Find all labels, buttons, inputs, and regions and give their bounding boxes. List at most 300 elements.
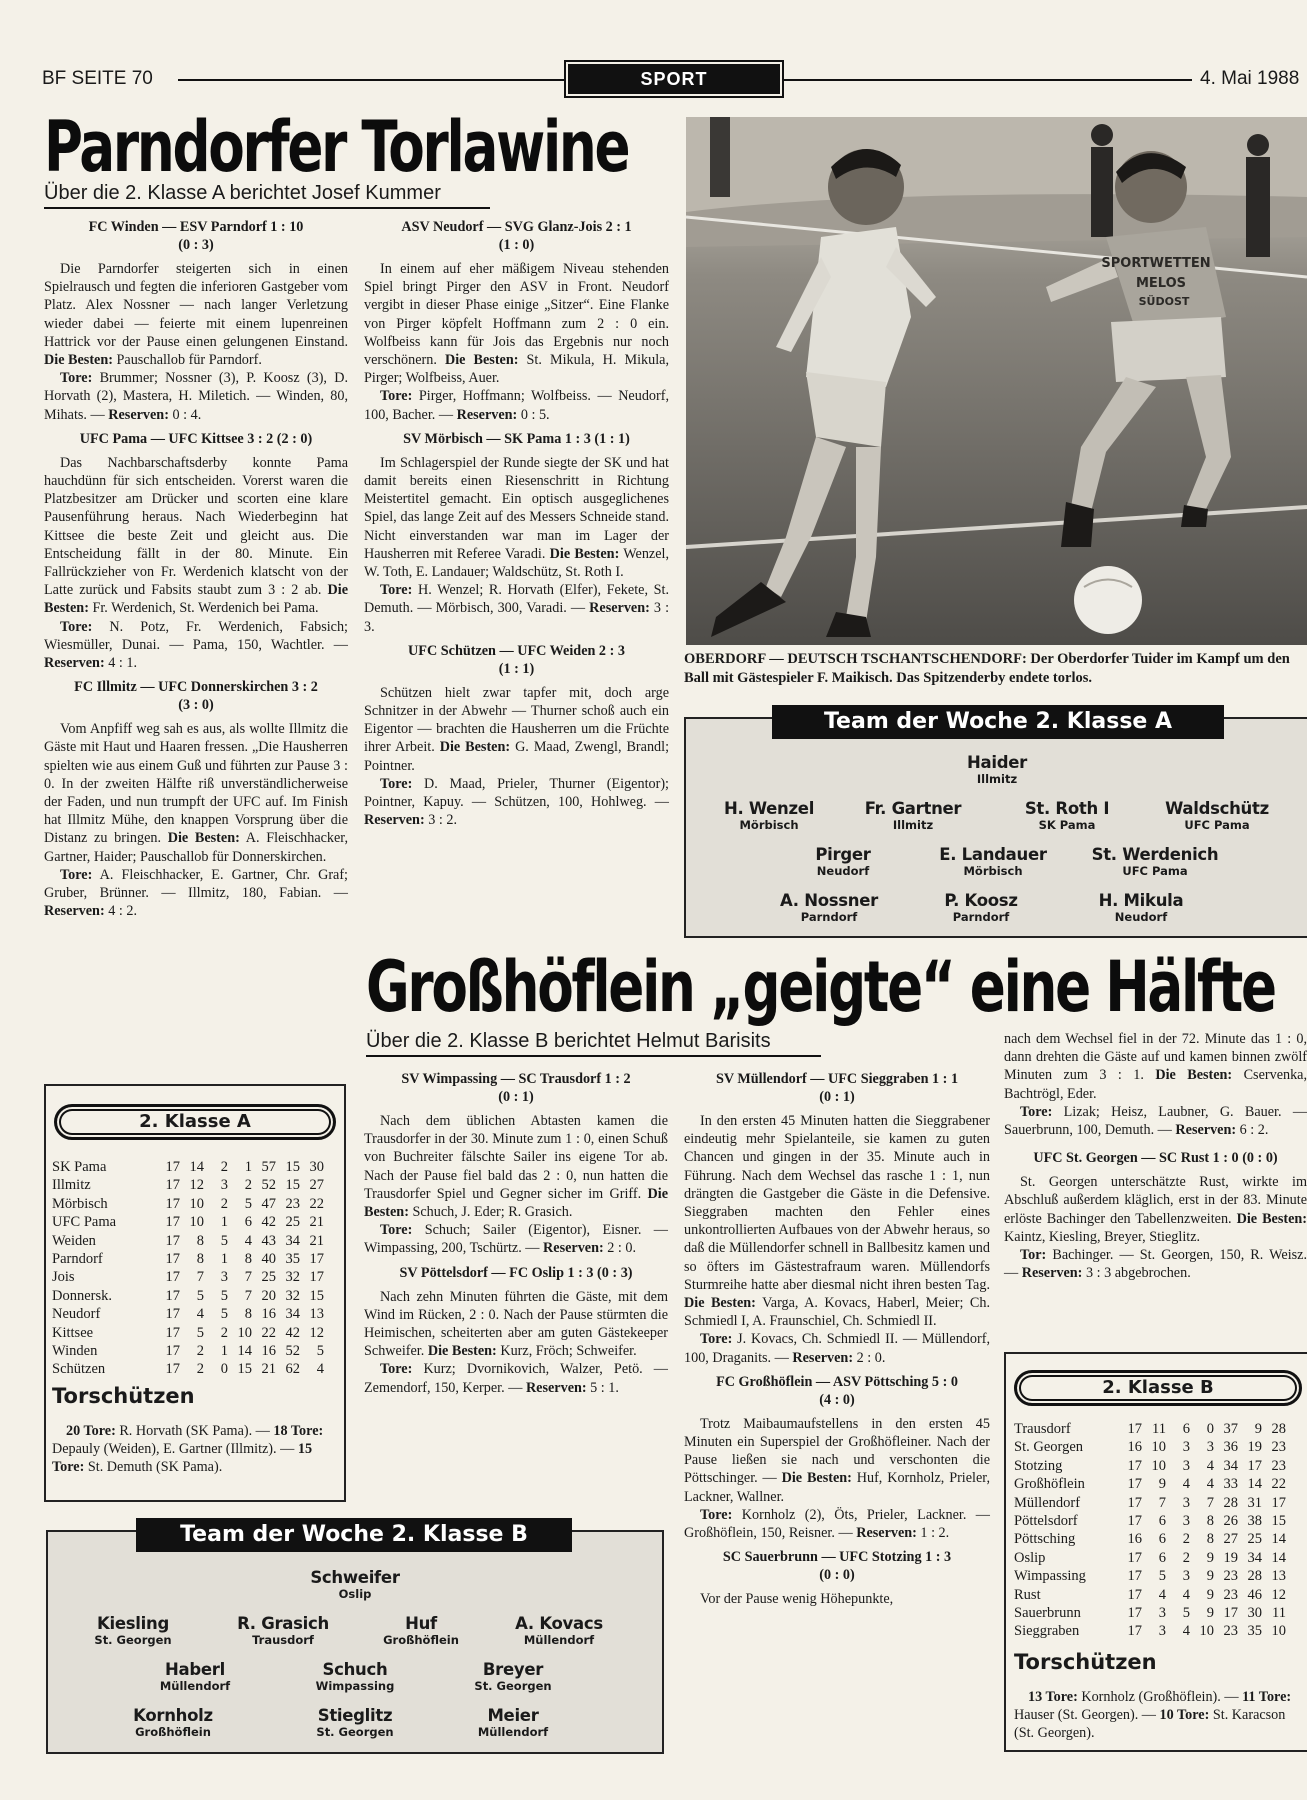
match-report: Nach zehn Minuten führten die Gäste, mit dem Wind im Rücken, 2 : 0. Nach der Pause stürmten die Heimischen, scheiterten aber am guten Gästekeeper Schweifer. Die Besten: Kurz, Fröch; Schweifer. (364, 1288, 668, 1360)
table-row (1014, 1420, 1286, 1438)
table-cell: 1 (220, 1343, 228, 1360)
match-report: Vor der Pause wenig Höhepunkte, (700, 1591, 894, 1608)
player: Haider Illmitz (967, 753, 1027, 786)
scorers-title: Torschützen (52, 1384, 195, 1408)
table-cell: 17 (1127, 1586, 1142, 1603)
table-cell: 15 (285, 1177, 300, 1194)
player: Kiesling St. Georgen (94, 1614, 172, 1647)
table-cell: 5 (244, 1195, 252, 1212)
article-column (364, 218, 669, 829)
table-cell: 14 (1271, 1549, 1286, 1566)
table-cell: 33 (1223, 1476, 1238, 1493)
team-name: Oslip (1014, 1549, 1046, 1566)
table-cell: 19 (1223, 1549, 1238, 1566)
player: Huf Großhöflein (383, 1614, 459, 1647)
table-cell: 3 (1206, 1439, 1214, 1456)
player: St. Werdenich UFC Pama (1091, 845, 1219, 878)
table-cell: 17 (165, 1195, 180, 1212)
table-cell: 42 (285, 1324, 300, 1341)
table-cell: 37 (1223, 1421, 1238, 1437)
table-cell: 12 (1271, 1586, 1286, 1603)
table-cell: 4 (1182, 1623, 1190, 1640)
table-cell: 17 (309, 1269, 324, 1286)
table-cell: 2 (220, 1324, 228, 1341)
table-cell: 30 (309, 1159, 324, 1175)
player: Meier Müllendorf (477, 1706, 549, 1739)
table-cell: 21 (309, 1214, 324, 1231)
byline: Über die 2. Klasse B berichtet Helmut Barisits (366, 1030, 821, 1057)
table-cell: 62 (285, 1361, 300, 1378)
match-report: nach dem Wechsel fiel in der 72. Minute das 1 : 0, dann drehten die Gäste auf und kamen binnen zwölf Minuten zum 3 : 1. Die Besten: Cservenka, Bachtrögl, Eder. (1004, 1031, 1307, 1102)
table-cell: 14 (1271, 1531, 1286, 1548)
header-rule (178, 79, 566, 81)
player: E. Landauer Mörbisch (939, 845, 1047, 878)
table-cell: 17 (165, 1177, 180, 1194)
match-heading: UFC Schützen — UFC Weiden 2 : 3 (1 : 1) (408, 642, 625, 677)
table-cell: 20 (261, 1287, 276, 1304)
match-report: St. Georgen unterschätzte Rust, wirkte im Abschluß außerdem kläglich, erst in der 83. Minute erlöste Bachinger den Tabellenzweiten. Die Besten: Kaintz, Kiesling, Breyer, Stieglitz. (1004, 1174, 1307, 1245)
table-cell: 8 (244, 1251, 252, 1268)
table-cell: 4 (196, 1306, 204, 1323)
table-cell: 7 (1158, 1494, 1166, 1511)
table-row (1014, 1567, 1286, 1585)
table-row (1014, 1622, 1286, 1640)
team-name: Trausdorf (1014, 1421, 1071, 1437)
table-row (52, 1195, 324, 1213)
team-name: Parndorf (52, 1251, 103, 1268)
team-of-week-title: Team der Woche 2. Klasse B (136, 1518, 572, 1552)
table-cell: 17 (1247, 1457, 1262, 1474)
table-cell: 17 (165, 1287, 180, 1304)
match-heading: SV Wimpassing — SC Trausdorf 1 : 2 (0 : 1) (401, 1071, 631, 1105)
team-name: Weiden (52, 1232, 96, 1249)
team-name: Winden (52, 1343, 98, 1360)
table-cell: 9 (1158, 1476, 1166, 1493)
table-cell: 9 (1206, 1549, 1214, 1566)
player: Breyer St. Georgen (474, 1660, 552, 1693)
match-report: Im Schlagerspiel der Runde siegte der SK und hat damit bereits einen Riesenschritt in Richtung Meistertitel gemacht. Ein optisch ausgeglichenes Spiel, das lange Zeit auf des Messers Schneide stand. Nicht einverstanden war man im Lager der Hausherren mit Referee Varadi. Die Besten: Wenzel, W. Toth, E. Landauer; Waldschütz, St. Roth I. (364, 454, 670, 581)
table-cell: 17 (165, 1361, 180, 1378)
match-report: Die Parndorfer steigerten sich in einen Spielrausch und fegten die inferioren Gastgeber vom Platz. Alex Nossner — nach langer Verletzung wieder dabei — feierte mit einem lupenreinen Hattrick vor der Pause einen gelungenen Einstand. Die Besten: Pauschallob für Parndorf. (44, 261, 348, 369)
table-cell: 28 (1247, 1568, 1262, 1585)
table-row (1014, 1549, 1286, 1567)
scorers-list: 20 Tore: R. Horvath (SK Pama). — 18 Tore: Depauly (Weiden), E. Gartner (Illmitz). — 15 Tore: St. Demuth (SK Pama). (52, 1423, 324, 1475)
table-cell: 0 (1206, 1421, 1214, 1437)
team-name: Großhöflein (1014, 1476, 1085, 1493)
team-name: Sieggraben (1014, 1623, 1080, 1640)
match-report: Das Nachbarschaftsderby konnte Pama hauchdünn für sich entscheiden. Vorerst waren die Platzbesitzer am Drücker und scorten eine klare Pausenführung heraus. Nach Wiederbeginn hat Kittsee die beste Zeit und gleicht aus. Die Entscheidung fällt in der 80. Minute. Ein Fallrückzieher von Fr. Werdenich klatscht von der Latte zurück und Fabsits staubt zum 3 : 2 ab. Die Besten: Fr. Werdenich, St. Werdenich bei Pama. (44, 454, 348, 617)
table-cell: 4 (1182, 1586, 1190, 1603)
table-cell: 10 (1271, 1623, 1286, 1640)
table-cell: 23 (1223, 1568, 1238, 1585)
player: Schweifer Oslip (310, 1568, 400, 1601)
table-cell: 2 (196, 1343, 204, 1360)
table-cell: 0 (220, 1361, 228, 1378)
table-cell: 12 (309, 1324, 324, 1341)
table-cell: 1 (244, 1159, 252, 1175)
team-name: St. Georgen (1014, 1439, 1084, 1456)
team-name: Schützen (52, 1361, 106, 1378)
table-cell: 23 (1223, 1586, 1238, 1603)
player: Stieglitz St. Georgen (316, 1706, 394, 1739)
team-of-week-b (46, 1522, 664, 1754)
table-cell: 34 (285, 1306, 300, 1323)
team-name: Illmitz (52, 1177, 91, 1194)
team-name: Jois (52, 1269, 75, 1286)
table-cell: 13 (1271, 1568, 1286, 1585)
player: Schuch Wimpassing (315, 1660, 395, 1693)
table-cell: 16 (261, 1306, 276, 1323)
scorers-title: Torschützen (1014, 1650, 1157, 1674)
header-rule (782, 79, 1192, 81)
table-cell: 47 (261, 1195, 276, 1212)
scorers-list: 13 Tore: Kornholz (Großhöflein). — 11 Tore: Hauser (St. Georgen). — 10 Tore: St. Karacson (St. Georgen). (1014, 1689, 1292, 1741)
match-stats: Tore: N. Potz, Fr. Werdenich, Fabsich; Wiesmüller, Dunai. — Pama, 150, Wachtler. — Reserven: 4 : 1. (44, 618, 349, 672)
table-cell: 16 (261, 1343, 276, 1360)
match-report: In einem auf eher mäßigem Niveau stehenden Spiel bringt Pirger den ASV in Front. Neudorf vergibt in dieser Phase einige „Sitzer“. Eine Flanke von Pirger köpfelt Hoffmann zum 2 : 0 ein. Wolfbeiss kann für Jois das Ergebnis nur noch verschönern. Die Besten: St. Mikula, H. Mikula, Pirger; Wolfbeiss, Auer. (364, 261, 669, 387)
player: A. Nossner Parndorf (780, 891, 878, 924)
byline: Über die 2. Klasse A berichtet Josef Kummer (44, 182, 490, 209)
table-cell: 8 (1206, 1513, 1214, 1530)
match-stats: Tore: Schuch; Sailer (Eigentor), Eisner. — Wimpassing, 200, Tschürtz. — Reserven: 2 : 0. (364, 1222, 668, 1257)
table-cell: 28 (1223, 1494, 1238, 1511)
table-cell: 2 (220, 1159, 228, 1175)
table-cell: 42 (261, 1214, 276, 1231)
standings-title: 2. Klasse B (1014, 1370, 1302, 1406)
table-cell: 3 (220, 1269, 228, 1286)
table-cell: 3 (1158, 1605, 1166, 1622)
table-cell: 35 (1247, 1623, 1262, 1640)
table-cell: 17 (1223, 1605, 1238, 1622)
match-heading: UFC Pama — UFC Kittsee 3 : 2 (2 : 0) (79, 430, 313, 447)
table-cell: 23 (285, 1195, 300, 1212)
table-cell: 3 (1182, 1568, 1190, 1585)
table-row (52, 1287, 324, 1305)
table-cell: 17 (165, 1159, 180, 1175)
table-cell: 34 (1247, 1549, 1262, 1566)
team-name: Rust (1014, 1586, 1041, 1603)
table-cell: 17 (1127, 1623, 1142, 1640)
table-cell: 17 (165, 1214, 180, 1231)
table-row (52, 1268, 324, 1286)
team-name: Wimpassing (1014, 1568, 1086, 1585)
table-row (52, 1360, 324, 1378)
table-cell: 2 (196, 1361, 204, 1378)
table-row (52, 1232, 324, 1250)
table-cell: 21 (309, 1232, 324, 1249)
player: A. Kovacs Müllendorf (515, 1614, 603, 1647)
table-cell: 4 (1206, 1476, 1214, 1493)
table-cell: 11 (1272, 1605, 1286, 1622)
table-cell: 5 (1158, 1568, 1166, 1585)
table-cell: 9 (1254, 1421, 1262, 1437)
table-cell: 25 (1247, 1531, 1262, 1548)
match-heading: FC Winden — ESV Parndorf 1 : 10 (0 : 3) (88, 219, 304, 253)
table-row (52, 1250, 324, 1268)
table-cell: 36 (1223, 1439, 1238, 1456)
match-stats: Tore: Brummer; Nossner (3), P. Koosz (3), D. Horvath (2), Mastera, H. Miletich. — Winden, 80, Mihats. — Reserven: 0 : 4. (44, 370, 349, 423)
page-number: BF SEITE 70 (42, 68, 153, 89)
table-cell: 7 (196, 1269, 204, 1286)
shirt-sponsor-line: SPORTWETTEN (1101, 256, 1211, 271)
table-cell: 4 (244, 1232, 252, 1249)
match-photo (686, 117, 1307, 645)
table-row (1014, 1586, 1286, 1604)
match-stats: Tor: Bachinger. — St. Georgen, 150, R. Weisz. — Reserven: 3 : 3 abgebrochen. (1004, 1247, 1307, 1282)
match-heading: UFC St. Georgen — SC Rust 1 : 0 (0 : 0) (1033, 1150, 1278, 1167)
article-column (1004, 1030, 1307, 1282)
table-cell: 17 (1127, 1494, 1142, 1511)
team-name: Kittsee (52, 1324, 94, 1341)
team-name: Pöttsching (1014, 1531, 1076, 1548)
table-cell: 32 (285, 1287, 300, 1304)
match-report: Schützen hielt zwar tapfer mit, doch arge Schnitzer in der Abwehr — Thurner schoß auch ein Eigentor — brachten die Hausherren um die Früchte ihrer Arbeit. Die Besten: G. Maad, Zwengl, Brandl; Pointner. (364, 684, 670, 774)
table-cell: 2 (220, 1195, 228, 1212)
table-cell: 21 (261, 1361, 276, 1378)
table-cell: 17 (165, 1343, 180, 1360)
table-cell: 30 (1247, 1605, 1262, 1622)
table-cell: 14 (189, 1159, 204, 1175)
team-name: SK Pama (52, 1159, 107, 1175)
match-report: In den ersten 45 Minuten hatten die Sieggrabener eindeutig mehr Spielanteile, sie kamen zu guten Chancen und gingen in der 35. Minute auch in Führung. Nach dem Wechsel das rasche 1 : 1, nun drängten die Gastgeber die Gäste in die Defensive. Sieggraben machten den Fehler eines unkontrollierten Aufbaues von der Abwehr heraus, so daß die Müllendorfer schnell in Ballbesitz kamen und so öfters im Gästestrafraum waren. Müllendorfs Sturmreihe hatte aber diesmal nicht ihren besten Tag. Die Besten: Varga, A. Kovacs, Haberl, Meier; Ch. Schmiedl I, A. Fraunschiel, Ch. Schmiedl II. (684, 1113, 990, 1330)
table-cell: 8 (1206, 1531, 1214, 1548)
match-heading: FC Großhöflein — ASV Pöttsching 5 : 0 (4 : 0) (716, 1373, 958, 1408)
table-cell: 23 (1271, 1457, 1286, 1474)
match-stats: Tore: H. Wenzel; R. Horvath (Elfer), Fekete, St. Demuth. — Mörbisch, 300, Varadi. — Reserven: 3 : 3. (364, 582, 670, 635)
table-cell: 5 (316, 1343, 324, 1360)
table-cell: 2 (1182, 1549, 1190, 1566)
team-name: Müllendorf (1014, 1494, 1081, 1511)
team-name: Mörbisch (52, 1195, 108, 1212)
table-cell: 5 (196, 1324, 204, 1341)
table-cell: 4 (1182, 1476, 1190, 1493)
table-cell: 8 (244, 1306, 252, 1323)
table-cell: 6 (1158, 1549, 1166, 1566)
match-heading: SV Müllendorf — UFC Sieggraben 1 : 1 (0 : 1) (715, 1071, 959, 1105)
standings-table (1014, 1420, 1286, 1641)
match-report: Nach dem üblichen Abtasten kamen die Trausdorfer in der 30. Minute zum 1 : 0, einen Schuß von Buchreiter fälschte Sailer ins eigene Tor ab. Nach der Pause fiel bald das 2 : 0, nun hatten die Trausdorfer Spiel und Gegner sicher im Griff. Die Besten: Schuch, J. Eder; R. Grasich. (364, 1113, 669, 1221)
match-heading: ASV Neudorf — SVG Glanz-Jois 2 : 1 (1 : 0) (401, 219, 632, 253)
photo-caption: OBERDORF — DEUTSCH TSCHANTSCHENDORF: Der Oberdorfer Tuider im Kampf um den Ball mit Gästespieler F. Maikisch. Das Spitzenderby endete torlos. (684, 651, 1290, 686)
football (1074, 566, 1142, 634)
table-row (1014, 1530, 1286, 1548)
table-cell: 27 (1223, 1531, 1238, 1548)
table-cell: 52 (285, 1343, 300, 1360)
table-cell: 17 (165, 1269, 180, 1286)
table-cell: 4 (1158, 1586, 1166, 1603)
match-heading: FC Illmitz — UFC Donnerskirchen 3 : 2 (3 : 0) (74, 679, 318, 714)
standings-box-a (44, 1084, 346, 1502)
team-name: Stotzing (1014, 1457, 1063, 1474)
table-cell: 10 (237, 1324, 252, 1341)
table-cell: 46 (1247, 1586, 1262, 1603)
player: R. Grasich Trausdorf (237, 1614, 329, 1647)
player: Haberl Müllendorf (159, 1660, 231, 1693)
table-cell: 10 (1199, 1623, 1214, 1640)
player: Pirger Neudorf (815, 845, 871, 878)
match-stats: Tore: D. Maad, Prieler, Thurner (Eigentor); Pointner, Kapuy. — Schützen, 100, Hohlweg. — Reserven: 3 : 2. (364, 775, 670, 829)
standings-table (52, 1158, 324, 1379)
team-of-week-a (684, 709, 1307, 938)
table-row (1014, 1475, 1286, 1493)
team-name: Neudorf (52, 1306, 101, 1323)
table-cell: 16 (1127, 1531, 1142, 1548)
table-cell: 14 (237, 1343, 252, 1360)
table-cell: 52 (261, 1177, 276, 1194)
table-cell: 1 (220, 1214, 228, 1231)
table-cell: 17 (1127, 1568, 1142, 1585)
headline: Großhöflein „geigte“ eine Hälfte (366, 946, 1275, 1028)
table-cell: 12 (189, 1177, 204, 1194)
table-row (52, 1158, 324, 1176)
player: Waldschütz UFC Pama (1165, 799, 1269, 832)
table-cell: 23 (1271, 1439, 1286, 1456)
table-cell: 5 (220, 1306, 228, 1323)
table-cell: 17 (1127, 1421, 1142, 1437)
team-of-week-title: Team der Woche 2. Klasse A (772, 705, 1224, 739)
table-cell: 10 (189, 1195, 204, 1212)
table-cell: 15 (1271, 1513, 1286, 1530)
table-cell: 17 (165, 1324, 180, 1341)
table-cell: 27 (309, 1177, 324, 1194)
table-cell: 2 (1182, 1531, 1190, 1548)
table-cell: 10 (1151, 1439, 1166, 1456)
table-row (1014, 1457, 1286, 1475)
table-row (1014, 1604, 1286, 1622)
table-cell: 8 (196, 1232, 204, 1249)
shirt-sponsor-line: SÜDOST (1138, 295, 1190, 308)
table-cell: 5 (1182, 1605, 1190, 1622)
player: H. Wenzel Mörbisch (723, 799, 815, 832)
table-cell: 25 (285, 1214, 300, 1231)
table-cell: 5 (196, 1287, 204, 1304)
table-cell: 17 (165, 1232, 180, 1249)
table-cell: 40 (261, 1251, 276, 1268)
table-row (1014, 1512, 1286, 1530)
table-cell: 5 (220, 1287, 228, 1304)
match-stats: Tore: Kornholz (2), Öts, Prieler, Lackner. — Großhöflein, 150, Reisner. — Reserven: 1 : 2. (684, 1506, 990, 1542)
table-cell: 1 (220, 1251, 228, 1268)
table-cell: 6 (1158, 1513, 1166, 1530)
match-report: Vom Anpfiff weg sah es aus, als wollte Illmitz die Gäste mit Haut und Haaren fressen. „Die Hausherren spielten wie aus einem Guß und führten zur Pause 3 : 0. In der zweiten Hälfte riß unverständlicherweise der Faden, und nun trumpft der UFC auf. Im Finish hat Illmitz Mühe, den knappen Vorsprung über die Distanz zu bringen. Die Besten: A. Fleischhacker, Gartner, Haider; Pauschallob für Donnerskirchen. (44, 721, 349, 865)
table-cell: 34 (1223, 1457, 1238, 1474)
team-name: Pöttelsdorf (1014, 1513, 1078, 1530)
table-cell: 17 (1127, 1476, 1142, 1493)
table-cell: 9 (1206, 1568, 1214, 1585)
table-cell: 28 (1271, 1421, 1286, 1437)
table-cell: 3 (220, 1177, 228, 1194)
match-stats: Tore: Lizak; Heisz, Laubner, G. Bauer. — Sauerbrunn, 100, Demuth. — Reserven: 6 : 2. (1004, 1103, 1307, 1139)
table-cell: 9 (1206, 1586, 1214, 1603)
table-cell: 17 (309, 1251, 324, 1268)
table-row (52, 1176, 324, 1194)
table-cell: 22 (261, 1324, 276, 1341)
table-cell: 16 (1127, 1439, 1142, 1456)
table-cell: 35 (285, 1251, 300, 1268)
match-report: Trotz Maibaumaufstellens in den ersten 45 Minuten ein Superspiel der Großhöfleiner. Nach der Pause ließen sie nach und verschonten die Pöttschinger. — Die Besten: Huf, Kornholz, Prieler, Lackner, Wallner. (684, 1415, 990, 1505)
table-cell: 25 (261, 1269, 276, 1286)
table-cell: 23 (1223, 1623, 1238, 1640)
table-cell: 3 (1182, 1457, 1190, 1474)
table-cell: 31 (1247, 1494, 1262, 1511)
team-name: Sauerbrunn (1014, 1605, 1081, 1622)
shirt-sponsor-line: MELOS (1135, 276, 1187, 291)
table-cell: 17 (1127, 1605, 1142, 1622)
article-column (684, 1070, 990, 1608)
standings-box-b (1004, 1352, 1307, 1752)
table-cell: 15 (285, 1159, 300, 1175)
table-cell: 7 (244, 1287, 252, 1304)
table-cell: 3 (1158, 1623, 1166, 1640)
match-stats: Tore: J. Kovacs, Ch. Schmiedl II. — Müllendorf, 100, Draganits. — Reserven: 2 : 0. (684, 1331, 990, 1366)
table-cell: 17 (165, 1251, 180, 1268)
table-cell: 17 (1127, 1549, 1142, 1566)
table-cell: 26 (1223, 1513, 1238, 1530)
table-row (52, 1305, 324, 1323)
player: Fr. Gartner Illmitz (864, 799, 962, 832)
table-cell: 17 (1271, 1494, 1286, 1511)
table-cell: 19 (1247, 1439, 1262, 1456)
table-cell: 4 (1206, 1457, 1214, 1474)
table-cell: 2 (244, 1177, 252, 1194)
table-cell: 13 (309, 1306, 324, 1323)
table-cell: 15 (237, 1361, 252, 1378)
headline: Parndorfer Torlawine (44, 106, 629, 188)
section-badge: SPORT (568, 64, 780, 94)
article-column (44, 218, 348, 921)
table-cell: 3 (1182, 1494, 1190, 1511)
table-cell: 6 (244, 1214, 252, 1231)
table-cell: 38 (1247, 1513, 1262, 1530)
match-heading: SV Mörbisch — SK Pama 1 : 3 (1 : 1) (403, 430, 630, 447)
match-stats: Tore: Pirger, Hoffmann; Wolfbeiss. — Neudorf, 100, Bacher. — Reserven: 0 : 5. (364, 388, 670, 423)
table-cell: 5 (220, 1232, 228, 1249)
table-cell: 22 (309, 1195, 324, 1212)
table-row (1014, 1494, 1286, 1512)
player: P. Koosz Parndorf (944, 891, 1018, 924)
table-cell: 17 (1127, 1457, 1142, 1474)
match-heading: SC Sauerbrunn — UFC Stotzing 1 : 3 (0 : 0) (722, 1549, 952, 1584)
article-column (364, 1070, 668, 1397)
table-cell: 14 (1247, 1476, 1262, 1493)
player: St. Roth I SK Pama (1024, 799, 1110, 832)
table-cell: 4 (316, 1361, 324, 1378)
table-cell: 11 (1152, 1421, 1166, 1437)
table-row (52, 1324, 324, 1342)
table-cell: 9 (1206, 1605, 1214, 1622)
table-cell: 3 (1182, 1439, 1190, 1456)
player: Kornholz Großhöflein (133, 1706, 213, 1739)
table-row (52, 1342, 324, 1360)
team-name: UFC Pama (52, 1214, 117, 1231)
table-cell: 43 (261, 1232, 276, 1249)
table-cell: 15 (309, 1287, 324, 1304)
table-cell: 57 (261, 1159, 276, 1175)
match-heading: SV Pöttelsdorf — FC Oslip 1 : 3 (0 : 3) (399, 1264, 633, 1281)
player: H. Mikula Neudorf (1098, 891, 1184, 924)
match-stats: Tore: Kurz; Dvornikovich, Walzer, Petö. — Zemendorf, 150, Kerper. — Reserven: 5 : 1. (364, 1361, 668, 1396)
match-stats: Tore: A. Fleischhacker, E. Gartner, Chr. Graf; Gruber, Brünner. — Illmitz, 180, Fabian. — Reserven: 4 : 2. (44, 866, 349, 920)
standings-title: 2. Klasse A (54, 1104, 336, 1140)
table-cell: 10 (1151, 1457, 1166, 1474)
table-cell: 10 (189, 1214, 204, 1231)
team-name: Donnersk. (52, 1287, 113, 1304)
table-cell: 22 (1271, 1476, 1286, 1493)
table-cell: 7 (244, 1269, 252, 1286)
table-cell: 8 (196, 1251, 204, 1268)
table-cell: 17 (1127, 1513, 1142, 1530)
table-cell: 32 (285, 1269, 300, 1286)
